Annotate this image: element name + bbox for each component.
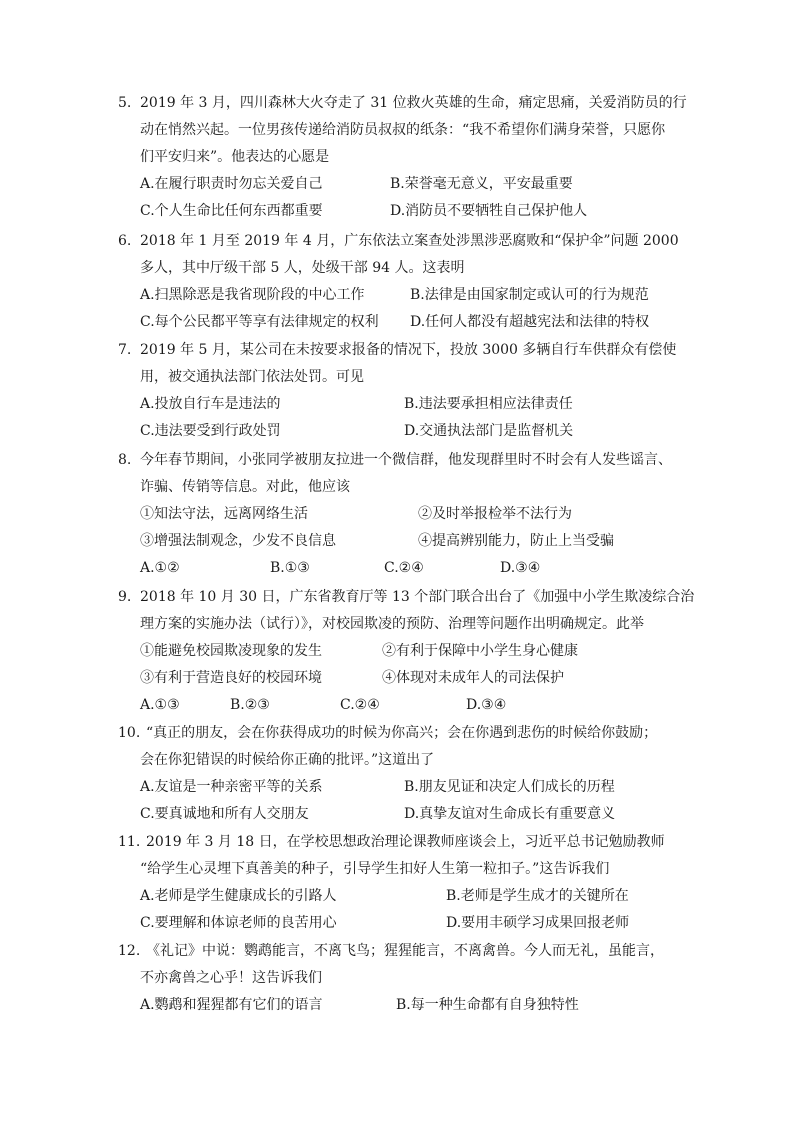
question-number: 7. — [118, 342, 132, 358]
question-12 — [118, 938, 688, 1019]
question-7 — [118, 337, 688, 445]
option-c: C.个人生命比任何东西都重要 — [140, 203, 323, 219]
option-a: A.友谊是一种亲密平等的关系 — [140, 779, 323, 795]
statement-3: ③有利于营造良好的校园环境 — [140, 670, 322, 686]
question-stem-line: 今年春节期间，小张同学被朋友拉进一个微信群，他发现群里时不时会有人发些谣言、 — [140, 452, 672, 468]
option-a: A.扫黑除恶是我省现阶段的中心工作 — [140, 287, 365, 303]
question-stem-line: 2019 年 3 月 18 日，在学校思想政治理论课教师座谈会上，习近平总书记勉励教师 — [146, 834, 665, 850]
question-6 — [118, 228, 688, 336]
question-number: 10. — [118, 725, 141, 741]
option-c: C.要理解和体谅老师的良苦用心 — [140, 915, 337, 931]
question-8 — [118, 447, 688, 582]
option-a: A.老师是学生健康成长的引路人 — [140, 888, 337, 904]
option-b: B.每一种生命都有自身独特性 — [396, 997, 579, 1013]
statement-3: ③增强法制观念，少发不良信息 — [140, 533, 336, 549]
question-stem-line: 们平安归来”。他表达的心愿是 — [140, 149, 330, 165]
statement-2: ②有利于保障中小学生身心健康 — [382, 643, 578, 659]
statement-1: ①知法守法，远离网络生活 — [140, 506, 308, 522]
option-d: D.交通执法部门是监督机关 — [404, 423, 574, 439]
option-d: D.任何人都没有超越宪法和法律的特权 — [410, 314, 650, 330]
question-number: 6. — [118, 233, 132, 249]
option-a: A.鹦鹉和猩猩都有它们的语言 — [140, 997, 323, 1013]
option-c: C.违法要受到行政处罚 — [140, 423, 281, 439]
question-stem-line: 2019 年 5 月，某公司在未按要求报备的情况下，投放 3000 多辆自行车供群众有偿使 — [140, 342, 677, 358]
option-b: B.荣誉毫无意义，平安最重要 — [390, 176, 573, 192]
question-stem-line: 会在你犯错误的时候给你正确的批评。”这道出了 — [140, 752, 435, 768]
question-stem-line: “真正的朋友，会在你获得成功的时候为你高兴；会在你遇到悲伤的时候给你鼓励； — [146, 725, 658, 741]
question-9 — [118, 584, 695, 719]
question-5 — [118, 90, 688, 225]
question-stem-line: 动在悄然兴起。一位男孩传递给消防员叔叔的纸条：“我不希望你们满身荣誉，只愿你 — [140, 122, 666, 138]
option-d: D.真挚友谊对生命成长有重要意义 — [404, 806, 616, 822]
question-stem-line: 多人，其中厅级干部 5 人，处级干部 94 人。这表明 — [140, 260, 465, 276]
option-a: A.①③ — [140, 697, 180, 713]
question-stem-line: 诈骗、传销等信息。对此，他应该 — [140, 479, 350, 495]
option-d: D.消防员不要牺牲自己保护他人 — [390, 203, 588, 219]
question-number: 5. — [118, 95, 132, 111]
question-stem-line: 2018 年 10 月 30 日，广东省教育厅等 13 个部门联合出台了《加强中小学生欺凌综合治 — [140, 589, 695, 605]
option-b: B.法律是由国家制定或认可的行为规范 — [410, 287, 649, 303]
option-b: B.②③ — [230, 697, 270, 713]
option-c: C.要真诚地和所有人交朋友 — [140, 806, 309, 822]
question-number: 12. — [118, 943, 141, 959]
option-a: A.投放自行车是违法的 — [140, 396, 281, 412]
statement-2: ②及时举报检举不法行为 — [418, 506, 572, 522]
option-a: A.在履行职责时勿忘关爱自己 — [140, 176, 323, 192]
question-number: 9. — [118, 589, 132, 605]
option-c: C.②④ — [340, 697, 380, 713]
question-stem-line: 2018 年 1 月至 2019 年 4 月，广东依法立案查处涉黑涉恶腐败和“保护伞”问题 2000 — [140, 233, 679, 249]
question-number: 11. — [118, 834, 141, 850]
option-b: B.朋友见证和决定人们成长的历程 — [404, 779, 615, 795]
option-b: B.违法要承担相应法律责任 — [404, 396, 573, 412]
question-10 — [118, 720, 688, 828]
statement-4: ④体现对未成年人的司法保护 — [382, 670, 564, 686]
question-stem-line: 2019 年 3 月，四川森林大火夺走了 31 位救火英雄的生命，痛定思痛，关爱消防员的行 — [140, 95, 687, 111]
option-c: C.②④ — [384, 560, 424, 576]
question-stem-line: 用，被交通执法部门依法处罚。可见 — [140, 369, 364, 385]
option-a: A.①② — [140, 560, 180, 576]
option-d: D.要用丰硕学习成果回报老师 — [446, 915, 630, 931]
question-stem-line: 不亦禽兽之心乎！这告诉我们 — [140, 970, 322, 986]
statement-1: ①能避免校园欺凌现象的发生 — [140, 643, 322, 659]
question-stem-line: 理方案的实施办法（试行）》，对校园欺凌的预防、治理等问题作出明确规定。此举 — [140, 616, 644, 632]
option-d: D.③④ — [500, 560, 541, 576]
question-number: 8. — [118, 452, 132, 468]
question-stem-line: “给学生心灵埋下真善美的种子，引导学生扣好人生第一粒扣子。”这告诉我们 — [140, 861, 610, 877]
option-b: B.①③ — [270, 560, 310, 576]
question-stem-line: 《礼记》中说：鹦鹉能言，不离飞鸟；猩猩能言，不离禽兽。今人而无礼，虽能言， — [146, 943, 664, 959]
option-c: C.每个公民都平等享有法律规定的权利 — [140, 314, 379, 330]
question-11 — [118, 829, 688, 937]
option-b: B.老师是学生成才的关键所在 — [446, 888, 629, 904]
option-d: D.③④ — [466, 697, 507, 713]
statement-4: ④提高辨别能力，防止上当受骗 — [418, 533, 614, 549]
